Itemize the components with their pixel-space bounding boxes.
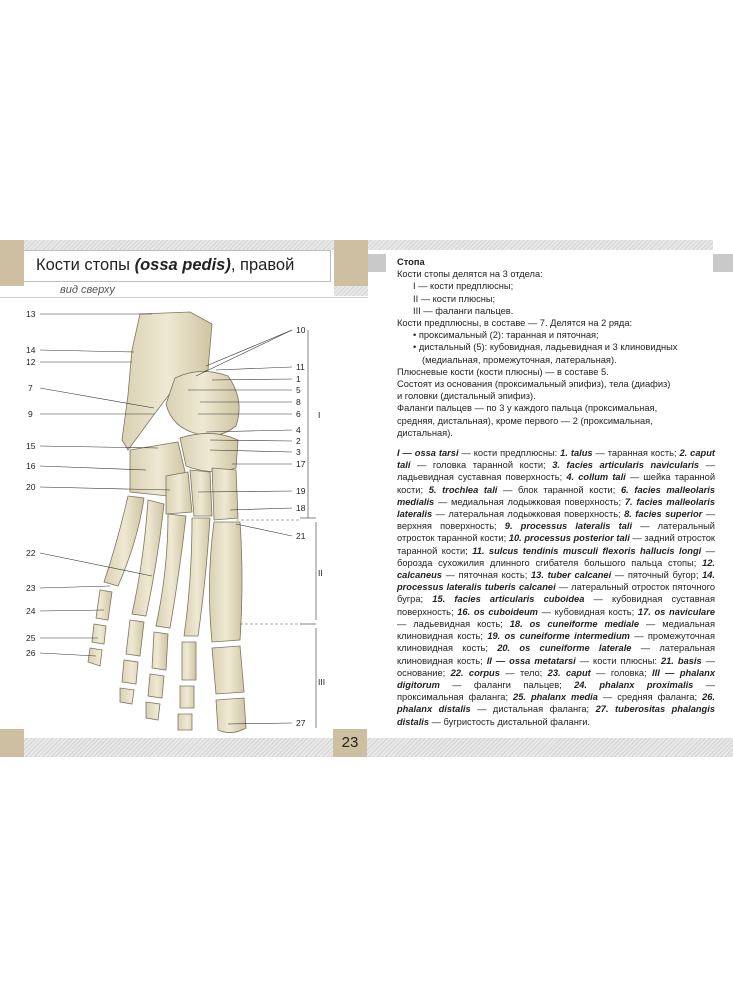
text-line: I — кости предплюсны; (413, 281, 514, 292)
label-17: 17 (296, 459, 306, 469)
cuneiform-intermediate (190, 470, 212, 516)
legend-term: 16. os cuboideum (457, 606, 538, 617)
legend-term: 10. processus posterior tali (508, 533, 630, 544)
navicular-bone (180, 433, 238, 471)
text-line: средняя, дистальная), кроме первого — 2 (проксимальная, (397, 415, 653, 426)
label-24: 24 (26, 606, 36, 616)
legend-definition: — таранная кость; (592, 448, 680, 459)
section-heading: Стопа (397, 257, 425, 267)
legend-term: 9. processus lateralis tali (504, 521, 633, 532)
section-label-II: II (318, 568, 323, 578)
legend-term: 21. basis (660, 655, 702, 666)
legend-term: 11. sulcus tendinis musculi flexoris hallucis longi (472, 545, 702, 556)
corner-square-top-left (0, 240, 24, 286)
classification-list (397, 268, 715, 439)
text-line: (медиальная, промежуточная, латеральная). (422, 354, 617, 365)
label-2: 2 (296, 436, 301, 446)
legend-term: 12. calcaneus (397, 557, 715, 581)
legend-definition: — головка таранной кости; (410, 460, 553, 471)
label-23: 23 (26, 583, 36, 593)
legend-term: 24. phalanx proximalis (574, 679, 694, 690)
label-3: 3 (296, 447, 301, 457)
legend-term: 7. facies malleolaris lateralis (397, 496, 716, 520)
legend-definition: — пяточный бугор; (611, 570, 703, 581)
label-27: 27 (296, 718, 306, 728)
legend-definition: — проксимальная фаланга; (397, 679, 715, 703)
legend-definition: — дистальная фаланга; (470, 704, 596, 715)
legend-term: I — ossa tarsi (397, 448, 459, 459)
corner-square-right-mid (368, 254, 386, 272)
label-25: 25 (26, 633, 36, 643)
section-label-III: III (318, 677, 326, 687)
legend-definition: — медиальная клиновидная кость; (397, 618, 716, 642)
label-7: 7 (28, 383, 33, 393)
label-5: 5 (296, 385, 301, 395)
legend-definition: — латеральный отросток пяточного бугра; (397, 582, 715, 605)
side-band-left (334, 286, 368, 296)
legend-term: 4. collum tali (566, 472, 626, 483)
legend-definition: — ладьевидная суставная поверхность; (397, 460, 715, 483)
legend-definition: — тело; (499, 667, 548, 678)
top-band-left (24, 240, 334, 250)
legend-definition: — кости предплюсны: (458, 448, 561, 459)
text-line: • дистальный (5): кубовидная, ладьевидная и 3 клиновидных (413, 342, 678, 353)
legend-term: 1. talus (560, 448, 593, 459)
legend-definition: — средняя фаланга; (597, 692, 703, 703)
view-subtitle: вид сверху (60, 284, 115, 296)
label-1: 1 (296, 374, 301, 384)
description-text (397, 256, 715, 728)
legend-term: 13. tuber calcanei (530, 570, 612, 581)
legend-term: 19. os cuneiforme intermedium (487, 631, 630, 642)
talus-bone (166, 371, 239, 435)
legend-definition: — пяточная кость; (441, 570, 531, 581)
phalanx-3 (146, 632, 168, 720)
corner-square-top-right (713, 254, 733, 272)
legend-term: 18. os cuneiforme mediale (509, 618, 640, 629)
label-26: 26 (26, 648, 36, 658)
legend-definition: — латеральная клиновидная кость; (397, 643, 715, 666)
legend-definition: — латеральный отросток таранной кости; (397, 521, 715, 544)
label-20: 20 (26, 482, 36, 492)
cuneiform-medial (212, 468, 238, 520)
legend-definition: — медиальная лодыжковая поверхность; (434, 496, 625, 507)
legend-term: 2. caput tali (397, 448, 715, 471)
legend-term: 27. tuberositas phalangis distalis (397, 704, 715, 727)
text-line: дистальная). (397, 427, 453, 438)
phalanx-1 (212, 646, 246, 733)
legend-term: II — ossa metatarsi (486, 655, 576, 666)
label-9: 9 (28, 409, 33, 419)
legend-definition: — задний отросток таранной кости; (397, 533, 715, 556)
legend-definition: — кубовидная суставная поверхность; (397, 594, 715, 617)
legend-definition: — промежуточная клиновидная кость; (397, 631, 715, 654)
metatarsal-2 (184, 518, 210, 636)
label-11: 11 (296, 362, 305, 372)
text-line: III — фаланги пальцев. (413, 305, 514, 316)
bottom-band-right (367, 738, 733, 757)
label-12: 12 (26, 357, 36, 367)
legend-definition: — кости плюсны: (575, 655, 661, 666)
legend-definition: — основание; (397, 655, 715, 678)
label-19: 19 (296, 486, 306, 496)
top-band-right (368, 240, 713, 250)
label-10: 10 (296, 325, 306, 335)
label-6: 6 (296, 409, 301, 419)
label-15: 15 (26, 441, 36, 451)
text-line: II — кости плюсны; (413, 293, 496, 304)
legend-term: 17. os naviculare (637, 606, 716, 617)
legend-definition: — шейка таранной кости; (397, 472, 716, 495)
legend-term: 22. corpus (450, 667, 500, 678)
metatarsal-1 (209, 522, 242, 642)
legend-term: 23. caput (547, 667, 591, 678)
legend-term: 3. facies articularis navicularis (552, 460, 700, 471)
subtitle-divider (0, 297, 368, 298)
bottom-band-left (24, 738, 333, 757)
text-line: Кости предплюсны, в составе — 7. Делятся на 2 ряда: (397, 318, 633, 329)
legend-term: 26. phalanx distalis (397, 692, 716, 715)
page-number: 23 (333, 729, 367, 757)
label-21: 21 (296, 531, 306, 541)
legend-term: 6. facies malleolaris medialis (397, 484, 715, 507)
legend-term: 5. trochlea tali (428, 484, 498, 495)
legend-term: 20. os cuneiforme laterale (497, 643, 632, 654)
cuneiform-lateral (166, 472, 192, 514)
phalanx-4 (120, 620, 144, 704)
text-line: • проксимальный (2): таранная и пяточная; (413, 330, 599, 341)
label-18: 18 (296, 503, 306, 513)
text-line: Кости стопы делятся на 3 отдела: (397, 269, 543, 280)
legend-term: 15. facies articularis cuboidea (432, 594, 585, 605)
text-line: Состоят из основания (проксимальный эпифиз), тела (диафиз) (397, 379, 671, 390)
legend-definition: — верхняя поверхность; (397, 509, 715, 532)
legend-term: 14. processus lateralis tuberis calcanei (397, 570, 715, 593)
legend-definition: — бугристость дистальной фаланги. (429, 716, 590, 727)
label-13: 13 (26, 309, 36, 319)
legend-definition: — блок таранной кости; (497, 484, 621, 495)
text-line: Плюсневые кости (кости плюсны) — в составе 5. (397, 366, 609, 377)
legend-term: 25. phalanx media (513, 692, 598, 703)
legend-definition: — кубовидная кость; (537, 606, 638, 617)
label-16: 16 (26, 461, 36, 471)
text-line: Фаланги пальцев — по 3 у каждого пальца (проксимальная, (397, 403, 658, 414)
label-8: 8 (296, 397, 301, 407)
label-14: 14 (26, 345, 36, 355)
legend-definition: — борозда сухожилия длинного сгибателя большого пальца стопы; (397, 545, 715, 568)
phalanx-5 (88, 590, 112, 666)
text-line: и головки (дистальный эпифиз). (397, 391, 536, 402)
legend-term: 8. facies superior (624, 509, 703, 520)
metatarsal-5 (104, 496, 144, 586)
legend-definition: — головка; (590, 667, 653, 678)
label-4: 4 (296, 425, 301, 435)
legend-term: III — phalanx digitorum (397, 667, 715, 690)
legend-definition: — ладьевидная кость; (397, 618, 510, 629)
section-label-I: I (318, 410, 321, 420)
label-22: 22 (26, 548, 36, 558)
foot-bones-illustration (0, 300, 333, 740)
phalanx-2 (178, 642, 196, 730)
anatomy-legend (397, 447, 715, 728)
corner-square-top-mid (334, 240, 368, 286)
legend-definition: — латеральная лодыжковая поверхность; (432, 509, 625, 520)
page-title: Кости стопы (ossa pedis), правой (36, 256, 295, 274)
legend-definition: — фаланги пальцев; (439, 679, 575, 690)
